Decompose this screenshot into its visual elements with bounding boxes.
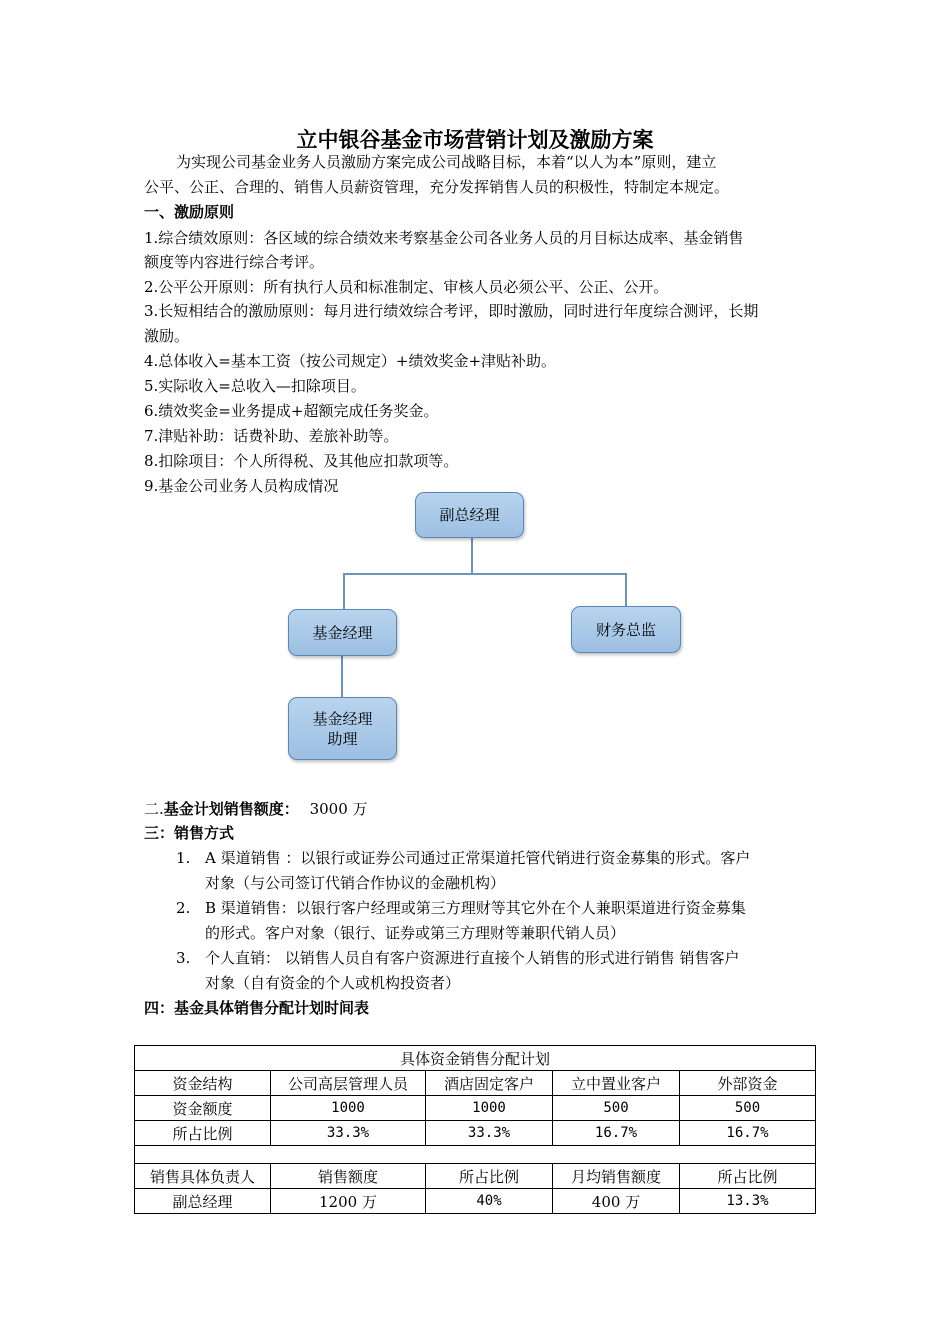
principle-line: 6.绩效奖金=业务提成+超额完成任务奖金。	[144, 402, 439, 420]
table-row	[135, 1189, 816, 1214]
sales-method-line: 的形式。客户对象（银行、证券或第三方理财等兼职代销人员）	[205, 924, 626, 942]
table-cell: 资金额度	[135, 1096, 271, 1121]
principle-line: 1.综合绩效原则：各区域的综合绩效来考察基金公司各业务人员的月目标达成率、基金销售	[144, 229, 744, 247]
org-connector	[341, 655, 343, 697]
principle-line: 3.长短相结合的激励原则：每月进行绩效综合考评，即时激励，同时进行年度综合测评，长期	[144, 302, 759, 320]
table-cell: 400 万	[553, 1189, 680, 1214]
principle-line: 额度等内容进行综合考评。	[144, 253, 325, 271]
sales-method-line: B 渠道销售：以银行客户经理或第三方理财等其它外在个人兼职渠道进行资金募集	[205, 899, 746, 917]
table-cell: 40%	[426, 1189, 553, 1214]
section-4-heading: 四：基金具体销售分配计划时间表	[144, 999, 370, 1017]
sales-method-line: 对象（自有资金的个人或机构投资者）	[205, 974, 461, 992]
section-1-heading: 一、激励原则	[144, 203, 235, 221]
table-caption: 具体资金销售分配计划	[135, 1046, 816, 1071]
table-header-cell: 销售额度	[271, 1164, 426, 1189]
principle-line: 5.实际收入=总收入—扣除项目。	[144, 377, 366, 395]
table-cell: 16.7%	[553, 1121, 680, 1146]
table-cell: 13.3%	[680, 1189, 816, 1214]
table-row	[135, 1121, 816, 1146]
table-cell: 33.3%	[426, 1121, 553, 1146]
table-header-cell: 所占比例	[426, 1164, 553, 1189]
table-cell: 16.7%	[680, 1121, 816, 1146]
org-connector	[343, 573, 627, 575]
principle-line: 7.津贴补助：话费补助、差旅补助等。	[144, 427, 399, 445]
org-node-finance-director: 财务总监	[571, 606, 681, 653]
table-cell: 33.3%	[271, 1121, 426, 1146]
sales-method-number: 1.	[176, 849, 191, 867]
table-cell: 500	[553, 1096, 680, 1121]
table-header-cell: 外部资金	[680, 1071, 816, 1096]
table-header-cell: 销售具体负责人	[135, 1164, 271, 1189]
table-header-cell: 立中置业客户	[553, 1071, 680, 1096]
org-connector	[625, 573, 627, 607]
org-connector	[343, 573, 345, 610]
table-header-cell: 酒店固定客户	[426, 1071, 553, 1096]
principle-line: 4.总体收入=基本工资（按公司规定）+绩效奖金+津贴补助。	[144, 352, 557, 370]
table-row	[135, 1046, 816, 1071]
table-cell: 1200 万	[271, 1189, 426, 1214]
section-2: 二.基金计划销售额度： 3000 万	[144, 800, 368, 818]
table-cell: 500	[680, 1096, 816, 1121]
table-row	[135, 1071, 816, 1096]
table-header-cell: 所占比例	[680, 1164, 816, 1189]
sales-method-number: 2.	[176, 899, 191, 917]
table-cell: 副总经理	[135, 1189, 271, 1214]
sales-method-line: A 渠道销售 ：以银行或证券公司通过正常渠道托管代销进行资金募集的形式。客户	[205, 849, 751, 867]
principle-line: 9.基金公司业务人员构成情况	[144, 477, 339, 495]
sales-method-number: 3.	[176, 949, 191, 967]
org-connector	[471, 537, 473, 574]
org-node-fund-manager-assistant: 基金经理 助理	[288, 697, 397, 760]
principle-line: 2.公平公开原则：所有执行人员和标准制定、审核人员必须公平、公正、公开。	[144, 278, 669, 296]
principle-line: 8.扣除项目：个人所得税、及其他应扣款项等。	[144, 452, 459, 470]
table-header-cell: 月均销售额度	[553, 1164, 680, 1189]
principle-line: 激励。	[144, 327, 190, 345]
document-title: 立中银谷基金市场营销计划及激励方案	[296, 127, 654, 152]
table-row	[135, 1096, 816, 1121]
table-row	[135, 1164, 816, 1189]
table-spacer-cell	[135, 1146, 816, 1164]
org-node-vice-gm: 副总经理	[415, 492, 524, 538]
table-cell: 1000	[426, 1096, 553, 1121]
table-header-cell: 公司高层管理人员	[271, 1071, 426, 1096]
org-node-fund-manager: 基金经理	[288, 609, 397, 656]
intro-line-2: 公平、公正、合理的、销售人员薪资管理，充分发挥销售人员的积极性，特制定本规定。	[144, 178, 730, 196]
table-header-cell: 资金结构	[135, 1071, 271, 1096]
sales-plan-table	[134, 1045, 816, 1214]
intro-line-1: 为实现公司基金业务人员激励方案完成公司战略目标，本着“以人为本”原则，建立	[176, 153, 717, 171]
sales-method-line: 个人直销： 以销售人员自有客户资源进行直接个人销售的形式进行销售 销售客户	[205, 949, 740, 967]
table-cell: 所占比例	[135, 1121, 271, 1146]
sales-method-line: 对象（与公司签订代销合作协议的金融机构）	[205, 874, 506, 892]
table-cell: 1000	[271, 1096, 426, 1121]
table-row	[135, 1146, 816, 1164]
section-3-heading: 三：销售方式	[144, 824, 235, 842]
